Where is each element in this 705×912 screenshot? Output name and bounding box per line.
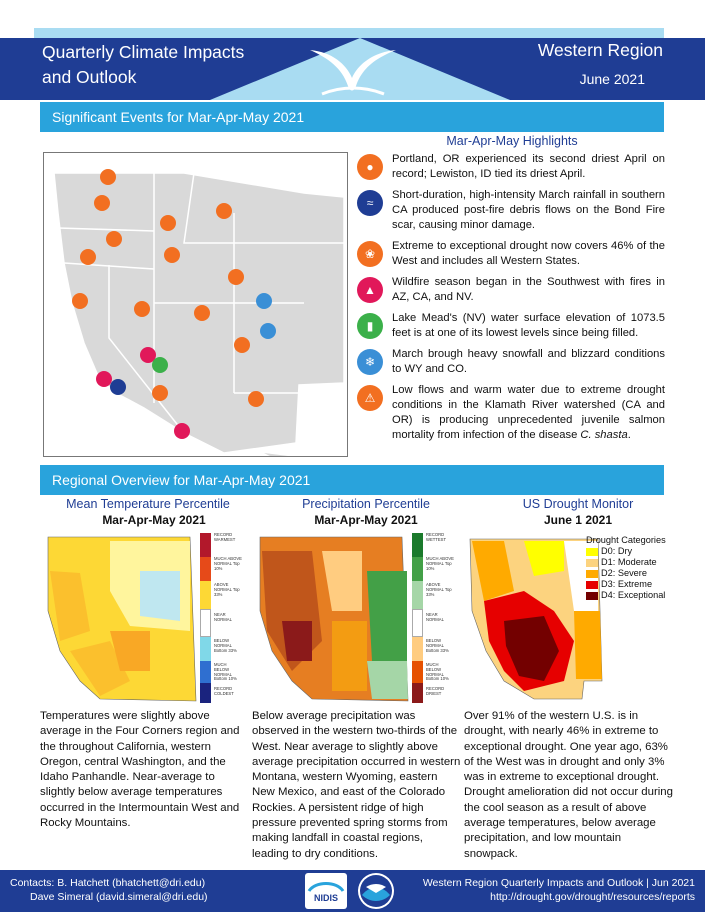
header-accent-strip xyxy=(34,28,664,38)
drought-drop-icon: ● xyxy=(357,154,383,180)
legend-swatch xyxy=(412,661,423,683)
legend-swatch xyxy=(200,533,211,557)
precipitation-title: Precipitation Percentile xyxy=(302,497,430,511)
drought-monitor-map xyxy=(464,531,674,703)
highlights-list xyxy=(357,152,665,449)
drought-legend xyxy=(586,535,666,601)
map-marker-water-level-icon xyxy=(152,357,168,373)
footer-publication xyxy=(423,876,695,904)
legend-label: D1: Moderate xyxy=(601,557,657,567)
highlight-item xyxy=(357,275,665,305)
drought-legend-item xyxy=(586,557,666,568)
report-title-line2: and Outlook xyxy=(42,67,137,87)
drought-legend-item xyxy=(586,590,666,601)
highlights-title: Mar-Apr-May Highlights xyxy=(446,134,578,148)
drought-legend-title: Drought Categories xyxy=(586,535,666,545)
region-name: Western Region xyxy=(537,40,663,60)
temperature-title: Mean Temperature Percentile xyxy=(66,497,230,511)
precipitation-percentile-map xyxy=(252,531,454,703)
events-map xyxy=(43,152,348,457)
highlight-text: Short-duration, high-intensity March rainfall in southern CA produced post-fire debris flows on the Bond Fire scar, causing minor damage. xyxy=(392,189,665,231)
legend-label: MUCH BELOW NORMAL Bottom 10% xyxy=(426,662,449,682)
legend-swatch xyxy=(412,609,423,637)
bird-logo-icon xyxy=(302,42,402,98)
map-marker-drought-icon xyxy=(228,269,244,285)
legend-label: ABOVE NORMAL Top 33% xyxy=(214,582,240,597)
disease-name: C. shasta xyxy=(580,429,628,441)
temperature-percentile-map xyxy=(40,531,242,703)
legend-swatch xyxy=(586,592,598,600)
map-marker-drought-icon xyxy=(216,203,232,219)
map-marker-drought-icon xyxy=(248,391,264,407)
highlight-item xyxy=(357,311,665,341)
map-marker-drought-icon xyxy=(194,305,210,321)
wildfire-icon: ▲ xyxy=(357,277,383,303)
legend-label: MUCH BELOW NORMAL Bottom 10% xyxy=(214,662,237,682)
legend-label: ABOVE NORMAL Top 33% xyxy=(426,582,452,597)
temperature-subtitle: Mar-Apr-May 2021 xyxy=(102,513,206,527)
legend-label: NEAR NORMAL xyxy=(214,612,232,622)
legend-swatch xyxy=(412,533,423,557)
temperature-legend xyxy=(200,533,240,703)
map-marker-drought-icon xyxy=(234,337,250,353)
drought-column xyxy=(464,497,692,862)
legend-label: BELOW NORMAL Bottom 33% xyxy=(426,638,449,653)
map-marker-snowflake-icon xyxy=(256,293,272,309)
map-marker-drought-icon xyxy=(100,169,116,185)
map-marker-drought-icon xyxy=(160,215,176,231)
map-marker-snowflake-icon xyxy=(260,323,276,339)
legend-label: D3: Extreme xyxy=(601,579,653,589)
legend-swatch xyxy=(200,557,211,581)
precipitation-subtitle: Mar-Apr-May 2021 xyxy=(314,513,418,527)
legend-label: RECORD WARMEST xyxy=(214,532,236,542)
highlight-text: Portland, OR experienced its second driest April on record; Lewiston, ID tied its driest April. xyxy=(392,153,665,180)
drought-subtitle: June 1 2021 xyxy=(543,513,613,527)
precipitation-column xyxy=(252,497,480,862)
legend-label: MUCH ABOVE NORMAL Top 10% xyxy=(426,556,454,571)
drought-plant-icon: ❀ xyxy=(357,241,383,267)
legend-label: D4: Exceptional xyxy=(601,590,666,600)
map-marker-drought-icon xyxy=(152,385,168,401)
publication-title: Western Region Quarterly Impacts and Outlook | Jun 2021 xyxy=(422,877,695,889)
legend-swatch xyxy=(412,637,423,661)
legend-swatch xyxy=(200,661,211,683)
precipitation-summary: Below average precipitation was observed in the western two-thirds of the West. Near average to slightly above average precipitation occurred in western Montana, western Wyoming, eastern New Mexico, and east of the Colorado Rockies. A persistent ridge of high pressure prevented spring storms from making landfall in coastal regions, leading to dry conditions. xyxy=(252,710,461,860)
highlight-text: Lake Mead's (NV) water surface elevation of 1073.5 feet is at one of its lowest levels since being filled. xyxy=(392,312,665,339)
highlight-item xyxy=(357,152,665,182)
legend-label: D0: Dry xyxy=(601,546,633,556)
reports-link[interactable]: http://drought.gov/drought/resources/reports xyxy=(490,891,695,903)
drought-legend-item xyxy=(586,568,666,579)
contact-simeral: Dave Simeral (david.simeral@dri.edu) xyxy=(30,891,208,903)
legend-swatch xyxy=(200,609,211,637)
map-marker-drought-icon xyxy=(94,195,110,211)
highlight-text: Wildfire season began in the Southwest with fires in AZ, CA, and NV. xyxy=(392,276,665,303)
warning-triangle-icon: ⚠ xyxy=(357,385,383,411)
report-title-line1: Quarterly Climate Impacts xyxy=(42,42,245,62)
legend-swatch xyxy=(200,581,211,609)
map-marker-wildfire-icon xyxy=(174,423,190,439)
highlight-text: Low flows and warm water due to extreme drought conditions in the Klamath River watershed (CA and OR) is producing unprecedented juvenile salmon mortality from infection of the disease C. shasta. xyxy=(392,384,665,441)
report-title xyxy=(42,40,244,90)
legend-swatch xyxy=(200,637,211,661)
drought-legend-item xyxy=(586,546,666,557)
legend-label: RECORD COLDEST xyxy=(214,686,234,696)
map-marker-drought-icon xyxy=(164,247,180,263)
legend-swatch xyxy=(586,581,598,589)
map-marker-drought-icon xyxy=(72,293,88,309)
temperature-summary: Temperatures were slightly above average in the Four Corners region and the throughout California, western Oregon, central Washington, and the Idaho Panhandle. Near-average to slightly below average temperatures occurred in the Intermountain West and Rocky Mountains. xyxy=(40,710,240,830)
snowflake-icon: ❄ xyxy=(357,349,383,375)
highlight-item xyxy=(357,188,665,233)
legend-label: RECORD DRIEST xyxy=(426,686,445,696)
water-level-icon: ▮ xyxy=(357,313,383,339)
highlight-text: Extreme to exceptional drought now covers 46% of the West and includes all Western States. xyxy=(392,240,665,267)
map-marker-debris-flow-icon xyxy=(110,379,126,395)
debris-flow-icon: ≈ xyxy=(357,190,383,216)
legend-label: D2: Severe xyxy=(601,568,647,578)
nidis-logo-icon xyxy=(305,873,347,909)
highlight-text: March brough heavy snowfall and blizzard conditions to WY and CO. xyxy=(392,348,665,375)
report-date: June 2021 xyxy=(579,71,645,87)
legend-swatch xyxy=(586,559,598,567)
legend-label: MUCH ABOVE NORMAL Top 10% xyxy=(214,556,242,571)
highlight-item xyxy=(357,347,665,377)
highlight-item xyxy=(357,383,665,443)
legend-label: BELOW NORMAL Bottom 33% xyxy=(214,638,237,653)
highlight-item xyxy=(357,239,665,269)
significant-events-bar: Significant Events for Mar-Apr-May 2021 xyxy=(40,102,664,132)
legend-swatch xyxy=(412,581,423,609)
legend-swatch xyxy=(200,683,211,703)
drought-summary: Over 91% of the western U.S. is in drought, with nearly 46% in extreme to exceptional drought. One year ago, 63% of the West was in drought and only 3% was in extreme to exceptional drought. Drought amelioration did not occur during the cool season as a result of above average temperatures, below average precipitation, and low mountain snowpack. xyxy=(464,710,673,860)
noaa-logo-icon xyxy=(358,873,394,909)
precipitation-map-graphic xyxy=(252,531,412,703)
footer-contacts xyxy=(10,876,208,904)
legend-swatch xyxy=(412,683,423,703)
map-marker-warning-icon xyxy=(80,249,96,265)
svg-text:NIDIS: NIDIS xyxy=(313,893,339,903)
legend-label: RECORD WETTEST xyxy=(426,532,447,542)
contact-hatchett: Contacts: B. Hatchett (bhatchett@dri.edu) xyxy=(10,877,206,889)
legend-swatch xyxy=(586,570,598,578)
precipitation-legend xyxy=(412,533,452,703)
legend-swatch xyxy=(586,548,598,556)
temperature-column xyxy=(40,497,268,831)
map-marker-drought-icon xyxy=(134,301,150,317)
footer xyxy=(0,870,705,912)
drought-legend-item xyxy=(586,579,666,590)
legend-swatch xyxy=(412,557,423,581)
regional-overview-bar: Regional Overview for Mar-Apr-May 2021 xyxy=(40,465,664,495)
drought-map-graphic xyxy=(464,531,604,703)
legend-label: NEAR NORMAL xyxy=(426,612,444,622)
temperature-map-graphic xyxy=(40,531,200,703)
western-states-map xyxy=(44,153,348,457)
map-marker-drought-icon xyxy=(106,231,122,247)
drought-title: US Drought Monitor xyxy=(522,497,634,511)
